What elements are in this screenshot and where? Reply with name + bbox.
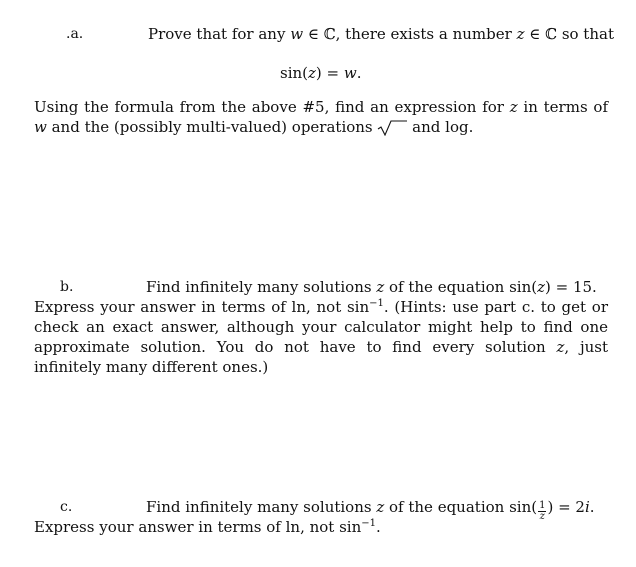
fraction <box>538 501 546 522</box>
body-text: Express your answer in terms of ln, not sin <box>34 518 362 536</box>
fraction-denominator: z <box>539 511 545 522</box>
math-var-z: z <box>376 498 385 516</box>
part-a-followup <box>34 97 608 137</box>
followup-text: and the (possibly multi-valued) operations <box>46 118 378 136</box>
part-a-equation <box>280 63 362 83</box>
math-var-z: z <box>376 278 385 296</box>
statement-text: Find infinitely many solutions <box>146 278 377 296</box>
part-b-body <box>34 297 608 377</box>
part-c-body <box>34 517 381 537</box>
math-var-z: z <box>516 25 525 43</box>
body-text: . <box>376 518 381 536</box>
statement-text: . <box>589 498 595 516</box>
body-text: Express your answer in terms of ln, not sin <box>34 298 370 316</box>
statement-text: of the equation sin( <box>384 278 538 296</box>
superscript: −1 <box>361 518 377 529</box>
body-text: , just infinitely many different ones.) <box>34 338 608 376</box>
superscript: −1 <box>369 298 384 309</box>
statement-text: Prove that for any <box>148 25 291 43</box>
part-b-label: b. <box>60 279 74 295</box>
equation-text: . <box>356 64 362 82</box>
math-var-w: w <box>290 25 304 43</box>
part-b-first-line <box>146 277 597 297</box>
part-c-label: c. <box>60 499 73 515</box>
statement-text: Find infinitely many solutions <box>146 498 377 516</box>
math-var-i: i <box>584 498 590 516</box>
fraction-numerator: 1 <box>539 500 546 511</box>
math-var-z: z <box>308 64 316 82</box>
square-root-icon <box>377 120 407 134</box>
followup-text: and log. <box>407 118 474 136</box>
followup-text: Using the formula from the above #5, find an expression for <box>34 98 510 116</box>
statement-text: ∈ ℂ, there exists a number <box>303 25 517 43</box>
part-a-statement <box>148 24 614 44</box>
part-a-label: .a. <box>66 26 84 42</box>
statement-text: ) = 2 <box>547 498 585 516</box>
equation-text: ) = <box>315 64 344 82</box>
math-var-w: w <box>34 118 47 136</box>
equation-fn: sin( <box>280 64 309 82</box>
math-var-z: z <box>537 278 545 296</box>
statement-text: ∈ ℂ so that <box>524 25 614 43</box>
math-var-w: w <box>343 64 357 82</box>
statement-text: ) = 15. <box>544 278 597 296</box>
body-text: . (Hints: use part c. to get or check an exact answer, although your calculator might help to find one approximate solution. You do not have to find every solution <box>34 298 609 356</box>
followup-text: in terms of <box>517 98 609 116</box>
math-var-z: z <box>509 98 518 116</box>
statement-text: of the equation sin( <box>384 498 538 516</box>
math-var-z: z <box>556 338 565 356</box>
